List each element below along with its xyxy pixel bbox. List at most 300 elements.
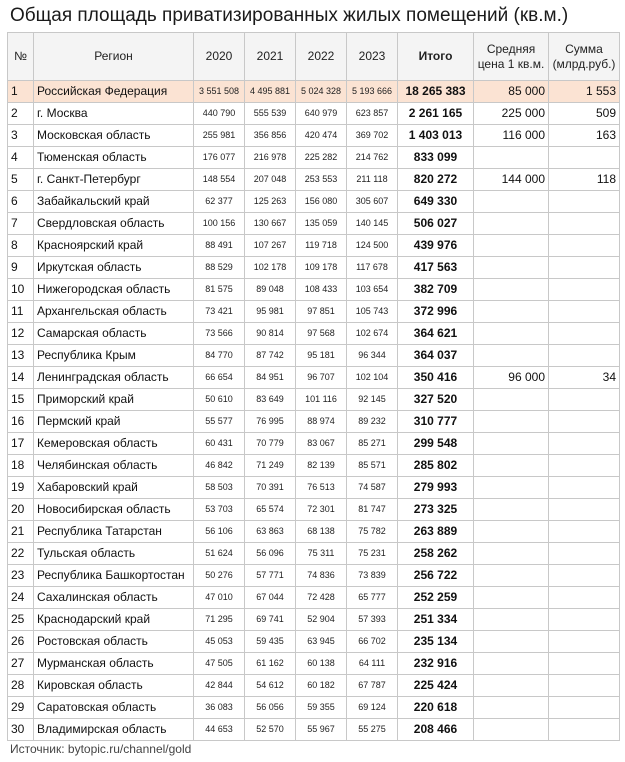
cell-price xyxy=(474,213,549,235)
cell-total: 1 403 013 xyxy=(398,125,474,147)
cell-total: 649 330 xyxy=(398,191,474,213)
cell-2023: 81 747 xyxy=(347,499,398,521)
cell-2020: 50 276 xyxy=(194,565,245,587)
cell-num: 23 xyxy=(8,565,34,587)
cell-2020: 46 842 xyxy=(194,455,245,477)
cell-2023: 140 145 xyxy=(347,213,398,235)
cell-2020: 60 431 xyxy=(194,433,245,455)
table-row xyxy=(8,609,620,631)
cell-num: 9 xyxy=(8,257,34,279)
cell-2022: 253 553 xyxy=(296,169,347,191)
cell-total: 256 722 xyxy=(398,565,474,587)
cell-2023: 57 393 xyxy=(347,609,398,631)
table-row xyxy=(8,455,620,477)
cell-price xyxy=(474,653,549,675)
cell-sum: 509 xyxy=(549,103,620,125)
cell-region: г. Москва xyxy=(34,103,194,125)
cell-sum xyxy=(549,191,620,213)
cell-2023: 55 275 xyxy=(347,719,398,741)
cell-2021: 71 249 xyxy=(245,455,296,477)
cell-2022: 74 836 xyxy=(296,565,347,587)
cell-2021: 59 435 xyxy=(245,631,296,653)
cell-price xyxy=(474,257,549,279)
cell-2021: 76 995 xyxy=(245,411,296,433)
cell-total: 258 262 xyxy=(398,543,474,565)
table-row xyxy=(8,213,620,235)
cell-sum: 163 xyxy=(549,125,620,147)
cell-sum xyxy=(549,147,620,169)
cell-2022: 95 181 xyxy=(296,345,347,367)
cell-price xyxy=(474,147,549,169)
cell-2022: 55 967 xyxy=(296,719,347,741)
cell-2021: 87 742 xyxy=(245,345,296,367)
cell-num: 1 xyxy=(8,81,34,103)
cell-2021: 89 048 xyxy=(245,279,296,301)
cell-region: Республика Татарстан xyxy=(34,521,194,543)
cell-price xyxy=(474,477,549,499)
cell-num: 15 xyxy=(8,389,34,411)
cell-region: Хабаровский край xyxy=(34,477,194,499)
cell-2021: 52 570 xyxy=(245,719,296,741)
header-sum-line2: (млрд.руб.) xyxy=(552,56,616,71)
cell-2023: 64 111 xyxy=(347,653,398,675)
cell-2021: 4 495 881 xyxy=(245,81,296,103)
cell-region: Сахалинская область xyxy=(34,587,194,609)
cell-sum xyxy=(549,301,620,323)
table-row xyxy=(8,81,620,103)
cell-2021: 90 814 xyxy=(245,323,296,345)
header-total: Итого xyxy=(398,33,474,81)
table-row xyxy=(8,587,620,609)
cell-price xyxy=(474,631,549,653)
cell-sum xyxy=(549,477,620,499)
header-sum-line1: Сумма xyxy=(565,41,603,56)
cell-2021: 56 056 xyxy=(245,697,296,719)
cell-total: 350 416 xyxy=(398,367,474,389)
table-row xyxy=(8,235,620,257)
cell-2021: 83 649 xyxy=(245,389,296,411)
cell-sum xyxy=(549,389,620,411)
cell-2020: 44 653 xyxy=(194,719,245,741)
cell-2023: 124 500 xyxy=(347,235,398,257)
cell-2023: 214 762 xyxy=(347,147,398,169)
cell-region: Архангельская область xyxy=(34,301,194,323)
header-num: № xyxy=(8,33,34,81)
cell-2020: 440 790 xyxy=(194,103,245,125)
cell-2021: 65 574 xyxy=(245,499,296,521)
cell-num: 3 xyxy=(8,125,34,147)
cell-sum xyxy=(549,213,620,235)
cell-2022: 119 718 xyxy=(296,235,347,257)
table-row xyxy=(8,191,620,213)
cell-2020: 255 981 xyxy=(194,125,245,147)
cell-price xyxy=(474,719,549,741)
cell-region: Пермский край xyxy=(34,411,194,433)
cell-2022: 52 904 xyxy=(296,609,347,631)
cell-2021: 84 951 xyxy=(245,367,296,389)
cell-2023: 75 782 xyxy=(347,521,398,543)
header-price-line2: цена 1 кв.м. xyxy=(477,56,545,71)
cell-price xyxy=(474,675,549,697)
cell-2022: 101 116 xyxy=(296,389,347,411)
table-row xyxy=(8,719,620,741)
cell-region: Республика Крым xyxy=(34,345,194,367)
table-row xyxy=(8,411,620,433)
cell-num: 4 xyxy=(8,147,34,169)
cell-num: 21 xyxy=(8,521,34,543)
cell-num: 14 xyxy=(8,367,34,389)
cell-2022: 75 311 xyxy=(296,543,347,565)
cell-region: Челябинская область xyxy=(34,455,194,477)
cell-2020: 62 377 xyxy=(194,191,245,213)
cell-2021: 130 667 xyxy=(245,213,296,235)
table-row xyxy=(8,323,620,345)
cell-sum xyxy=(549,631,620,653)
header-sum xyxy=(549,33,620,81)
cell-price xyxy=(474,565,549,587)
cell-num: 29 xyxy=(8,697,34,719)
cell-num: 28 xyxy=(8,675,34,697)
cell-region: Мурманская область xyxy=(34,653,194,675)
cell-sum xyxy=(549,235,620,257)
cell-2020: 88 529 xyxy=(194,257,245,279)
cell-2023: 211 118 xyxy=(347,169,398,191)
cell-num: 22 xyxy=(8,543,34,565)
header-2021: 2021 xyxy=(245,33,296,81)
cell-region: Саратовская область xyxy=(34,697,194,719)
cell-2020: 47 010 xyxy=(194,587,245,609)
cell-2021: 95 981 xyxy=(245,301,296,323)
cell-2022: 76 513 xyxy=(296,477,347,499)
table-row xyxy=(8,433,620,455)
cell-total: 208 466 xyxy=(398,719,474,741)
cell-region: Новосибирская область xyxy=(34,499,194,521)
header-region: Регион xyxy=(34,33,194,81)
cell-total: 279 993 xyxy=(398,477,474,499)
cell-region: Забайкальский край xyxy=(34,191,194,213)
cell-2023: 67 787 xyxy=(347,675,398,697)
cell-2021: 356 856 xyxy=(245,125,296,147)
table-row xyxy=(8,279,620,301)
cell-num: 19 xyxy=(8,477,34,499)
cell-2021: 56 096 xyxy=(245,543,296,565)
header-price xyxy=(474,33,549,81)
cell-2022: 59 355 xyxy=(296,697,347,719)
cell-2023: 66 702 xyxy=(347,631,398,653)
cell-2020: 88 491 xyxy=(194,235,245,257)
cell-price xyxy=(474,279,549,301)
cell-2020: 84 770 xyxy=(194,345,245,367)
cell-total: 273 325 xyxy=(398,499,474,521)
cell-region: Кемеровская область xyxy=(34,433,194,455)
cell-2022: 109 178 xyxy=(296,257,347,279)
cell-2023: 74 587 xyxy=(347,477,398,499)
table-row xyxy=(8,499,620,521)
cell-price: 116 000 xyxy=(474,125,549,147)
cell-2023: 89 232 xyxy=(347,411,398,433)
table-row xyxy=(8,103,620,125)
cell-2023: 92 145 xyxy=(347,389,398,411)
table-row xyxy=(8,631,620,653)
cell-region: Свердловская область xyxy=(34,213,194,235)
cell-2020: 71 295 xyxy=(194,609,245,631)
cell-2021: 102 178 xyxy=(245,257,296,279)
cell-sum xyxy=(549,499,620,521)
cell-total: 506 027 xyxy=(398,213,474,235)
cell-2022: 72 301 xyxy=(296,499,347,521)
cell-region: Приморский край xyxy=(34,389,194,411)
cell-total: 833 099 xyxy=(398,147,474,169)
cell-2023: 102 104 xyxy=(347,367,398,389)
cell-total: 364 037 xyxy=(398,345,474,367)
cell-sum xyxy=(549,411,620,433)
cell-sum xyxy=(549,543,620,565)
cell-total: 439 976 xyxy=(398,235,474,257)
cell-2022: 88 974 xyxy=(296,411,347,433)
cell-num: 18 xyxy=(8,455,34,477)
cell-2021: 70 779 xyxy=(245,433,296,455)
cell-2023: 75 231 xyxy=(347,543,398,565)
cell-num: 16 xyxy=(8,411,34,433)
table-row xyxy=(8,367,620,389)
cell-sum xyxy=(549,609,620,631)
cell-price xyxy=(474,411,549,433)
cell-region: Российская Федерация xyxy=(34,81,194,103)
cell-sum: 34 xyxy=(549,367,620,389)
cell-2023: 117 678 xyxy=(347,257,398,279)
page-title: Общая площадь приватизированных жилых помещений (кв.м.) xyxy=(10,5,569,26)
table-row xyxy=(8,675,620,697)
table-row xyxy=(8,477,620,499)
cell-2021: 67 044 xyxy=(245,587,296,609)
cell-2022: 225 282 xyxy=(296,147,347,169)
cell-num: 24 xyxy=(8,587,34,609)
cell-region: Иркутская область xyxy=(34,257,194,279)
table-row xyxy=(8,697,620,719)
cell-2023: 85 571 xyxy=(347,455,398,477)
cell-price xyxy=(474,235,549,257)
cell-price xyxy=(474,609,549,631)
table-row xyxy=(8,125,620,147)
cell-price xyxy=(474,543,549,565)
cell-sum: 118 xyxy=(549,169,620,191)
cell-total: 235 134 xyxy=(398,631,474,653)
table-row xyxy=(8,257,620,279)
cell-2023: 623 857 xyxy=(347,103,398,125)
cell-num: 5 xyxy=(8,169,34,191)
cell-2023: 105 743 xyxy=(347,301,398,323)
header-2023: 2023 xyxy=(347,33,398,81)
cell-sum xyxy=(549,323,620,345)
cell-sum xyxy=(549,455,620,477)
cell-2020: 55 577 xyxy=(194,411,245,433)
cell-2022: 97 568 xyxy=(296,323,347,345)
privatized-housing-table xyxy=(7,32,620,741)
cell-total: 285 802 xyxy=(398,455,474,477)
cell-2023: 5 193 666 xyxy=(347,81,398,103)
cell-sum xyxy=(549,697,620,719)
cell-region: г. Санкт-Петербург xyxy=(34,169,194,191)
cell-num: 7 xyxy=(8,213,34,235)
cell-sum xyxy=(549,565,620,587)
table-row xyxy=(8,169,620,191)
cell-region: Ленинградская область xyxy=(34,367,194,389)
cell-2022: 60 182 xyxy=(296,675,347,697)
cell-2023: 102 674 xyxy=(347,323,398,345)
cell-2022: 135 059 xyxy=(296,213,347,235)
cell-sum xyxy=(549,345,620,367)
cell-2023: 103 654 xyxy=(347,279,398,301)
cell-price: 144 000 xyxy=(474,169,549,191)
cell-price xyxy=(474,433,549,455)
table-row xyxy=(8,521,620,543)
cell-total: 225 424 xyxy=(398,675,474,697)
cell-2021: 57 771 xyxy=(245,565,296,587)
cell-2023: 69 124 xyxy=(347,697,398,719)
cell-num: 25 xyxy=(8,609,34,631)
cell-num: 2 xyxy=(8,103,34,125)
cell-2021: 69 741 xyxy=(245,609,296,631)
cell-region: Владимирская область xyxy=(34,719,194,741)
cell-2020: 56 106 xyxy=(194,521,245,543)
cell-total: 251 334 xyxy=(398,609,474,631)
cell-2020: 58 503 xyxy=(194,477,245,499)
cell-2021: 125 263 xyxy=(245,191,296,213)
cell-price: 96 000 xyxy=(474,367,549,389)
cell-price xyxy=(474,345,549,367)
cell-region: Красноярский край xyxy=(34,235,194,257)
cell-total: 364 621 xyxy=(398,323,474,345)
cell-total: 382 709 xyxy=(398,279,474,301)
table-row xyxy=(8,653,620,675)
table-row xyxy=(8,301,620,323)
cell-region: Республика Башкортостан xyxy=(34,565,194,587)
cell-sum xyxy=(549,653,620,675)
table-row xyxy=(8,345,620,367)
cell-2022: 82 139 xyxy=(296,455,347,477)
cell-2020: 51 624 xyxy=(194,543,245,565)
cell-total: 372 996 xyxy=(398,301,474,323)
cell-sum xyxy=(549,433,620,455)
cell-2020: 176 077 xyxy=(194,147,245,169)
cell-price xyxy=(474,521,549,543)
cell-2020: 50 610 xyxy=(194,389,245,411)
cell-total: 263 889 xyxy=(398,521,474,543)
cell-2022: 60 138 xyxy=(296,653,347,675)
cell-2023: 369 702 xyxy=(347,125,398,147)
cell-price: 225 000 xyxy=(474,103,549,125)
cell-total: 2 261 165 xyxy=(398,103,474,125)
cell-2021: 207 048 xyxy=(245,169,296,191)
cell-region: Тюменская область xyxy=(34,147,194,169)
cell-2021: 216 978 xyxy=(245,147,296,169)
cell-2023: 65 777 xyxy=(347,587,398,609)
header-price-line1: Средняя xyxy=(486,41,536,56)
cell-2021: 107 267 xyxy=(245,235,296,257)
cell-sum xyxy=(549,719,620,741)
cell-2023: 73 839 xyxy=(347,565,398,587)
cell-2020: 73 566 xyxy=(194,323,245,345)
cell-2022: 108 433 xyxy=(296,279,347,301)
cell-total: 232 916 xyxy=(398,653,474,675)
cell-sum xyxy=(549,279,620,301)
cell-sum xyxy=(549,675,620,697)
table-row xyxy=(8,543,620,565)
cell-2022: 97 851 xyxy=(296,301,347,323)
cell-total: 252 259 xyxy=(398,587,474,609)
cell-2022: 72 428 xyxy=(296,587,347,609)
cell-num: 12 xyxy=(8,323,34,345)
cell-2022: 5 024 328 xyxy=(296,81,347,103)
cell-2022: 640 979 xyxy=(296,103,347,125)
cell-2022: 63 945 xyxy=(296,631,347,653)
cell-2020: 47 505 xyxy=(194,653,245,675)
cell-region: Кировская область xyxy=(34,675,194,697)
cell-num: 13 xyxy=(8,345,34,367)
cell-2022: 68 138 xyxy=(296,521,347,543)
cell-2020: 100 156 xyxy=(194,213,245,235)
cell-2021: 555 539 xyxy=(245,103,296,125)
cell-2020: 36 083 xyxy=(194,697,245,719)
cell-num: 17 xyxy=(8,433,34,455)
cell-2020: 73 421 xyxy=(194,301,245,323)
cell-num: 6 xyxy=(8,191,34,213)
cell-num: 11 xyxy=(8,301,34,323)
cell-sum: 1 553 xyxy=(549,81,620,103)
table-row xyxy=(8,389,620,411)
cell-price xyxy=(474,323,549,345)
cell-num: 20 xyxy=(8,499,34,521)
cell-price xyxy=(474,191,549,213)
cell-sum xyxy=(549,587,620,609)
cell-2021: 54 612 xyxy=(245,675,296,697)
table-row xyxy=(8,565,620,587)
cell-2020: 66 654 xyxy=(194,367,245,389)
source-caption: Источник: bytopic.ru/channel/gold xyxy=(10,742,192,756)
cell-sum xyxy=(549,521,620,543)
cell-region: Нижегородская область xyxy=(34,279,194,301)
cell-price xyxy=(474,301,549,323)
cell-price xyxy=(474,697,549,719)
cell-2022: 83 067 xyxy=(296,433,347,455)
cell-num: 10 xyxy=(8,279,34,301)
cell-total: 327 520 xyxy=(398,389,474,411)
cell-total: 417 563 xyxy=(398,257,474,279)
cell-2021: 63 863 xyxy=(245,521,296,543)
cell-2023: 305 607 xyxy=(347,191,398,213)
cell-total: 820 272 xyxy=(398,169,474,191)
header-2022: 2022 xyxy=(296,33,347,81)
cell-num: 8 xyxy=(8,235,34,257)
cell-2022: 420 474 xyxy=(296,125,347,147)
cell-price xyxy=(474,587,549,609)
cell-total: 18 265 383 xyxy=(398,81,474,103)
header-2020: 2020 xyxy=(194,33,245,81)
cell-2020: 53 703 xyxy=(194,499,245,521)
cell-2023: 85 271 xyxy=(347,433,398,455)
cell-num: 30 xyxy=(8,719,34,741)
cell-2020: 81 575 xyxy=(194,279,245,301)
cell-2020: 148 554 xyxy=(194,169,245,191)
cell-price: 85 000 xyxy=(474,81,549,103)
cell-num: 26 xyxy=(8,631,34,653)
cell-2020: 45 053 xyxy=(194,631,245,653)
cell-price xyxy=(474,455,549,477)
cell-2023: 96 344 xyxy=(347,345,398,367)
cell-num: 27 xyxy=(8,653,34,675)
table-body xyxy=(8,81,620,741)
cell-2022: 156 080 xyxy=(296,191,347,213)
